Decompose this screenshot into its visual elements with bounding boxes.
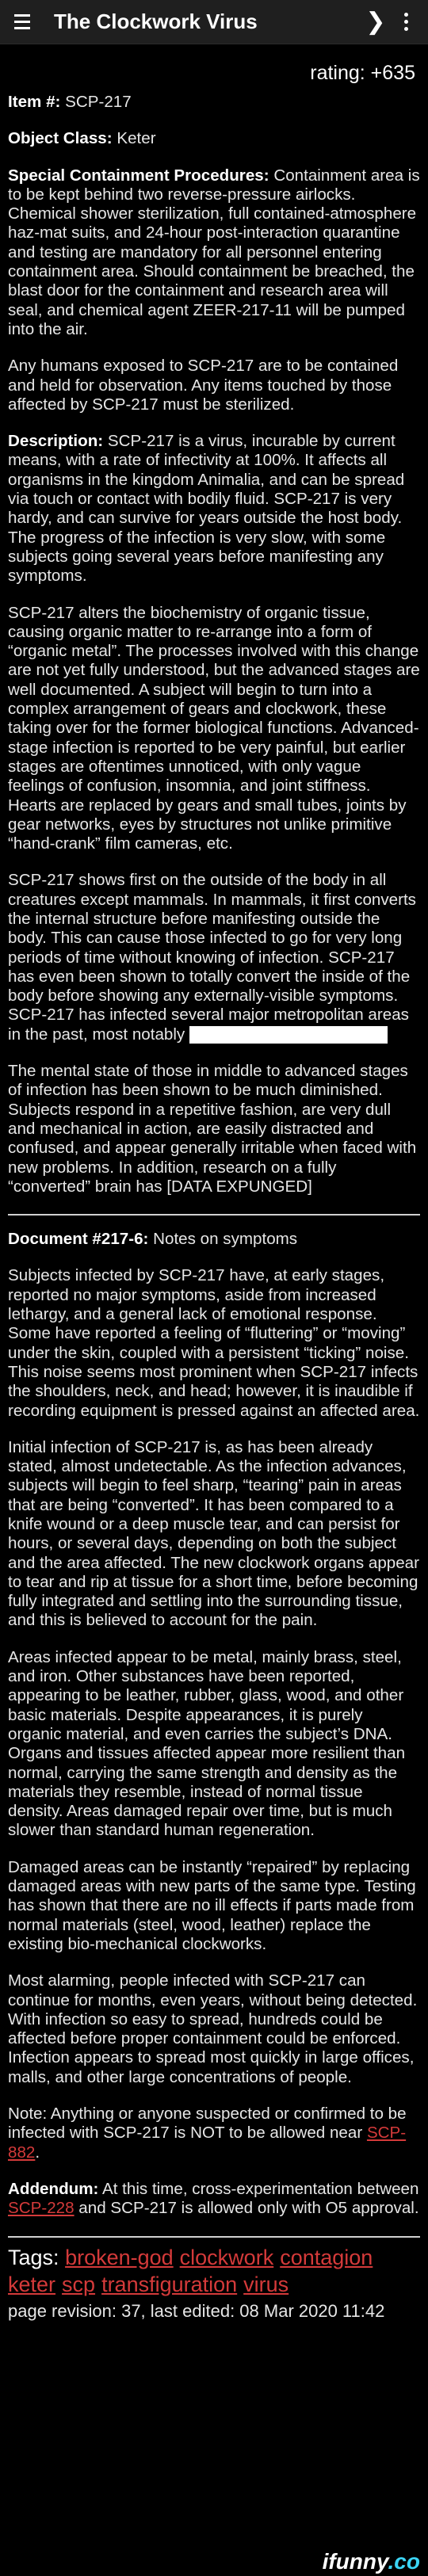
document-heading: Document #217-6: Notes on symptoms	[8, 1230, 298, 1249]
object-class: Object Class: Keter	[8, 129, 156, 148]
scp-228-link[interactable]: SCP-228	[8, 2199, 75, 2218]
hamburger-menu-icon[interactable]	[8, 6, 40, 38]
description-paragraph: The mental state of those in middle to advanced stages of infection has been shown to be much diminished. Subjects respond in a repetitive fashion, are very dull and mechanical in action, are easily distracted and confused, and appear generally irritable when faced with new problems. In addition, research on a fully “converted” brain has [DATA EXPUNGED]	[8, 1062, 417, 1196]
tag-list	[8, 2244, 420, 2298]
more-vertical-icon[interactable]	[392, 13, 420, 31]
ifunny-watermark: ifunny.co	[322, 2549, 420, 2574]
containment-paragraph: Any humans exposed to SCP-217 are to be contained and held for observation. Any items touched by those affected by SCP-217 must be sterilized.	[8, 357, 399, 414]
divider	[8, 1214, 420, 1215]
page-title: The Clockwork Virus	[54, 10, 258, 33]
document-paragraph: Subjects infected by SCP-217 have, at early stages, reported no major symptoms, aside from increased lethargy, and a general lack of emotional response. Some have reported a feeling of “fluttering” or “moving” under the skin, coupled with a persistent “ticking” noise. This noise seems most prominent when SCP-217 infects the shoulders, neck, and head; however, it is inaudible if recording equipment is pressed against an affected area.	[8, 1266, 420, 1420]
tag-link[interactable]: transfiguration	[101, 2272, 238, 2296]
containment-procedures: Special Containment Procedures: Containment area is to be kept behind two reverse-pressure airlocks. Chemical shower sterilization, full contained-atmosphere haz-mat suits, and 24-hour post-interaction quarantine and testing are mandatory for all personnel entering containment area. Should containment be breached, the blast door for the containment and research area will seal, and chemical agent ZEER-217-11 will be pumped into the air.	[8, 166, 420, 338]
document-paragraph: Areas infected appear to be metal, mainly brass, steel, and iron. Other substances have been reported, appearing to be leather, rubber, glass, wood, and other basic materials. Despite appearances, it is purely organic material, and even carries the subject’s DNA. Organs and tissues affected appear more resilient than normal, carrying the same strength and density as the materials they resemble, instead of normal tissue density. Areas damaged repair over time, but is much slower than standard human regeneration.	[8, 1647, 406, 1840]
document-paragraph: Damaged areas can be instantly “repaired” by replacing damaged areas with new parts of the same type. Testing has shown that there are no ill effects if parts made from normal materials (steel, wood, leather) replace the existing bio-mechanical clockworks.	[8, 1857, 416, 1953]
tag-link[interactable]: scp	[62, 2272, 96, 2296]
app-header	[0, 0, 428, 44]
tags-label: Tags:	[8, 2245, 59, 2269]
chevron-right-icon[interactable]: ❯	[365, 9, 386, 35]
item-number: Item #: SCP-217	[8, 93, 132, 111]
page-revision: page revision: 37, last edited: 08 Mar 2020 11:42	[8, 2300, 385, 2321]
tag-link[interactable]: broken-god	[65, 2245, 174, 2269]
description-paragraph: SCP-217 alters the biochemistry of organic tissue, causing organic matter to re-arrange into a form of “organic metal”. The processes involved with this change are not yet fully understood, but the advanced stages are well documented. A subject will begin to turn into a complex arrangement of gears and clockwork, these taking over for the former biological functions. Advanced-stage infection is reported to be very painful, but earlier stages are oftentimes unnoticed, with only vague feelings of confusion, insomnia, and joint stiffness. Hearts are replaced by gears and small tubes, joints by gear networks, eyes by structures not unlike primitive “hand-crank” film cameras, etc.	[8, 603, 420, 853]
document-paragraph: Initial infection of SCP-217 is, as has been already stated, almost undetectable. As the infection advances, subjects will begin to feel sharp, “tearing” pain in areas that are being “converted”. It has been compared to a knife wound or a deep muscle tear, and can persist for hours, or several days, depending on both the subject and the area affected. The new clockwork organs appear to tear and rip at tissue for a short time, before becoming fully integrated and settling into the surrounding tissue, and this is believed to account for the pain.	[8, 1437, 419, 1630]
tag-link[interactable]: keter	[8, 2272, 56, 2296]
rating: rating: +635	[310, 62, 415, 84]
description-paragraph: SCP-217 shows first on the outside of the body in all creatures except mammals. In mammals, it first converts the internal structure before manifesting outside the body. This can cause those infected to go for very long periods of time without knowing of infection. SCP-217 has even been shown to totally convert the inside of the body before showing any externally-visible symptoms. SCP-217 has infected several major metropolitan areas in the past, most notably	[8, 871, 416, 1044]
divider	[8, 2236, 420, 2238]
description: Description: SCP-217 is a virus, incurable by current means, with a rate of infectivity at 100%. It affects all organisms in the kingdom Animalia, and can be spread via touch or contact with bodily fluid. SCP-217 is very hardy, and can survive for years outside the host body. The progress of the infection is very slow, with some subjects going several years before manifesting any symptoms.	[8, 432, 405, 586]
article-body	[0, 62, 428, 2322]
scp-882-link[interactable]: SCP-882	[8, 2124, 407, 2162]
tag-link[interactable]: virus	[243, 2272, 289, 2296]
tag-link[interactable]: clockwork	[179, 2245, 274, 2269]
tag-link[interactable]: contagion	[280, 2245, 373, 2269]
document-paragraph: Most alarming, people infected with SCP-217 can continue for months, even years, without being detected. With infection so easy to spread, hundreds could be affected before proper containment could be enforced. Infection appears to spread most quickly in large offices, malls, and other large concentrations of people.	[8, 1971, 418, 2086]
redacted-block	[189, 1026, 388, 1044]
document-note: Note: Anything or anyone suspected or confirmed to be infected with SCP-217 is NOT to be allowed near SCP-882.	[8, 2105, 407, 2162]
addendum: Addendum: At this time, cross-experimentation between SCP-228 and SCP-217 is allowed only with O5 approval.	[8, 2179, 419, 2218]
